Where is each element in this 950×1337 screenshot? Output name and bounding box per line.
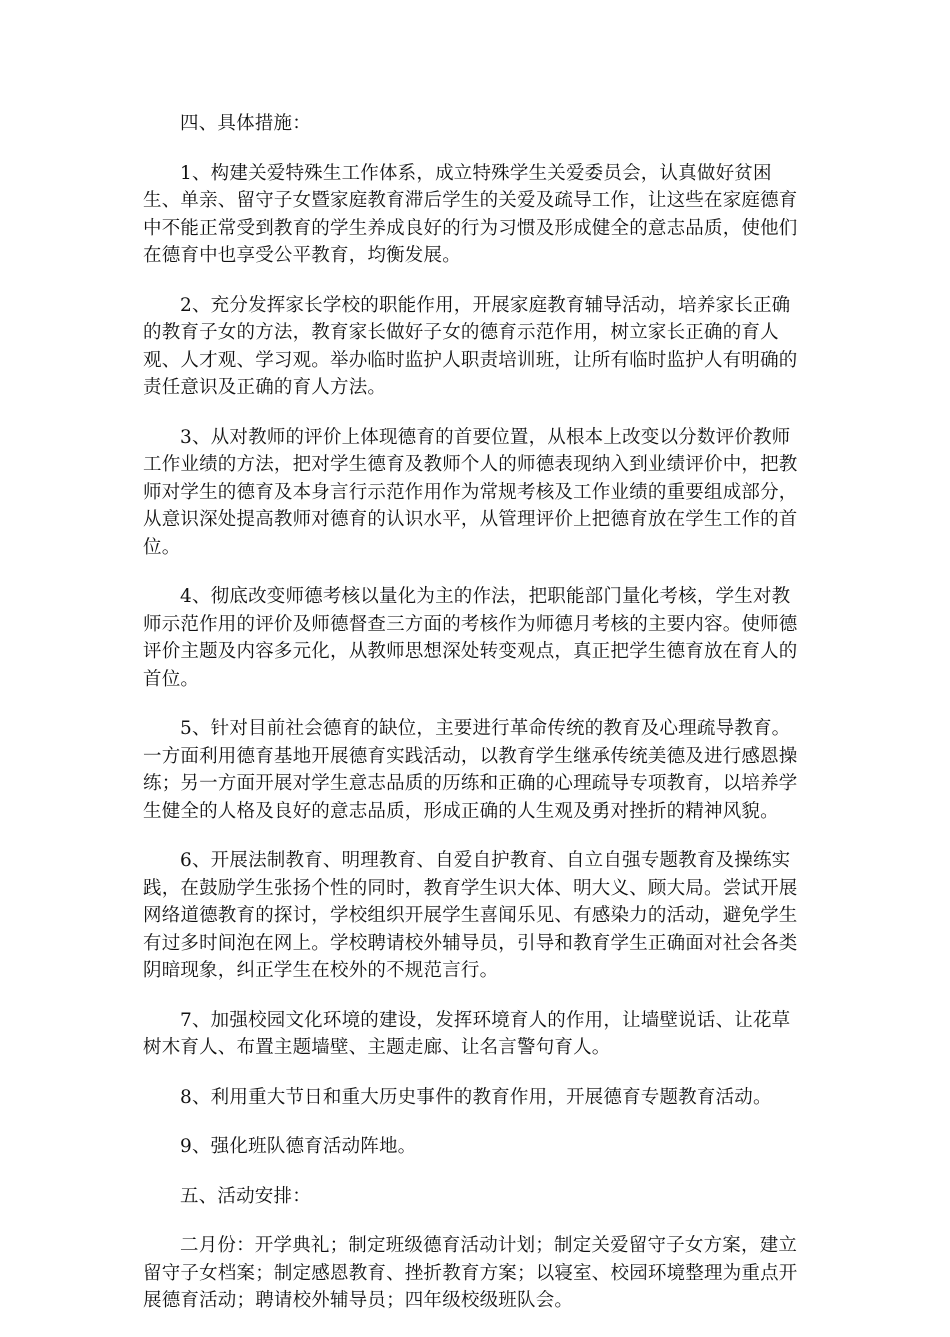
measure-7: 7、加强校园文化环境的建设，发挥环境育人的作用，让墙壁说话、让花草树木育人、布置主题墙壁、主题走廊、让名言警句育人。 bbox=[143, 1009, 791, 1058]
schedule-february: 二月份：开学典礼；制定班级德育活动计划；制定关爱留守子女方案，建立留守子女档案；制定感恩教育、挫折教育方案；以寝室、校园环境整理为重点开展德育活动；聘请校外辅导员；四年级校级班队会。 bbox=[143, 1235, 798, 1311]
measure-6: 6、开展法制教育、明理教育、自爱自护教育、自立自强专题教育及操练实践，在鼓励学生张扬个性的同时，教育学生识大体、明大义、顾大局。尝试开展网络道德教育的探讨，学校组织开展学生喜闻乐见、有感染力的活动，避免学生有过多时间泡在网上。学校聘请校外辅导员，引导和教育学生正确面对社会各类阴暗现象，纠正学生在校外的不规范言行。 bbox=[143, 850, 798, 981]
measure-5: 5、针对目前社会德育的缺位，主要进行革命传统的教育及心理疏导教育。一方面利用德育基地开展德育实践活动，以教育学生继承传统美德及进行感恩操练；另一方面开展对学生意志品质的历练和正确的心理疏导专项教育，以培养学生健全的人格及良好的意志品质，形成正确的人生观及勇对挫折的精神风貌。 bbox=[143, 718, 798, 822]
section-5-heading: 五、活动安排： bbox=[180, 1185, 311, 1207]
measure-8: 8、利用重大节日和重大历史事件的教育作用，开展德育专题教育活动。 bbox=[180, 1086, 772, 1108]
measure-1: 1、构建关爱特殊生工作体系，成立特殊学生关爱委员会，认真做好贫困生、单亲、留守子女暨家庭教育滞后学生的关爱及疏导工作，让这些在家庭德育中不能正常受到教育的学生养成良好的行为习惯及形成健全的意志品质，使他们在德育中也享受公平教育，均衡发展。 bbox=[143, 162, 798, 266]
document-body bbox=[143, 110, 809, 1337]
section-4-heading: 四、具体措施： bbox=[180, 113, 311, 134]
measure-4: 4、彻底改变师德考核以量化为主的作法，把职能部门量化考核，学生对教师示范作用的评价及师德督查三方面的考核作为师德月考核的主要内容。使师德评价主题及内容多元化，从教师思想深处转变观点，真正把学生德育放在育人的首位。 bbox=[143, 586, 798, 690]
measure-9: 9、强化班队德育活动阵地。 bbox=[180, 1136, 417, 1157]
measure-2: 2、充分发挥家长学校的职能作用，开展家庭教育辅导活动，培养家长正确的教育子女的方法，教育家长做好子女的德育示范作用，树立家长正确的育人观、人才观、学习观。举办临时监护人职责培训班，让所有临时监护人有明确的责任意识及正确的育人方法。 bbox=[143, 294, 798, 398]
measure-3: 3、从对教师的评价上体现德育的首要位置，从根本上改变以分数评价教师工作业绩的方法，把对学生德育及教师个人的师德表现纳入到业绩评价中，把教师对学生的德育及本身言行示范作用作为常规考核及工作业绩的重要组成部分，从意识深处提高教师对德育的认识水平，从管理评价上把德育放在学生工作的首位。 bbox=[143, 426, 798, 558]
